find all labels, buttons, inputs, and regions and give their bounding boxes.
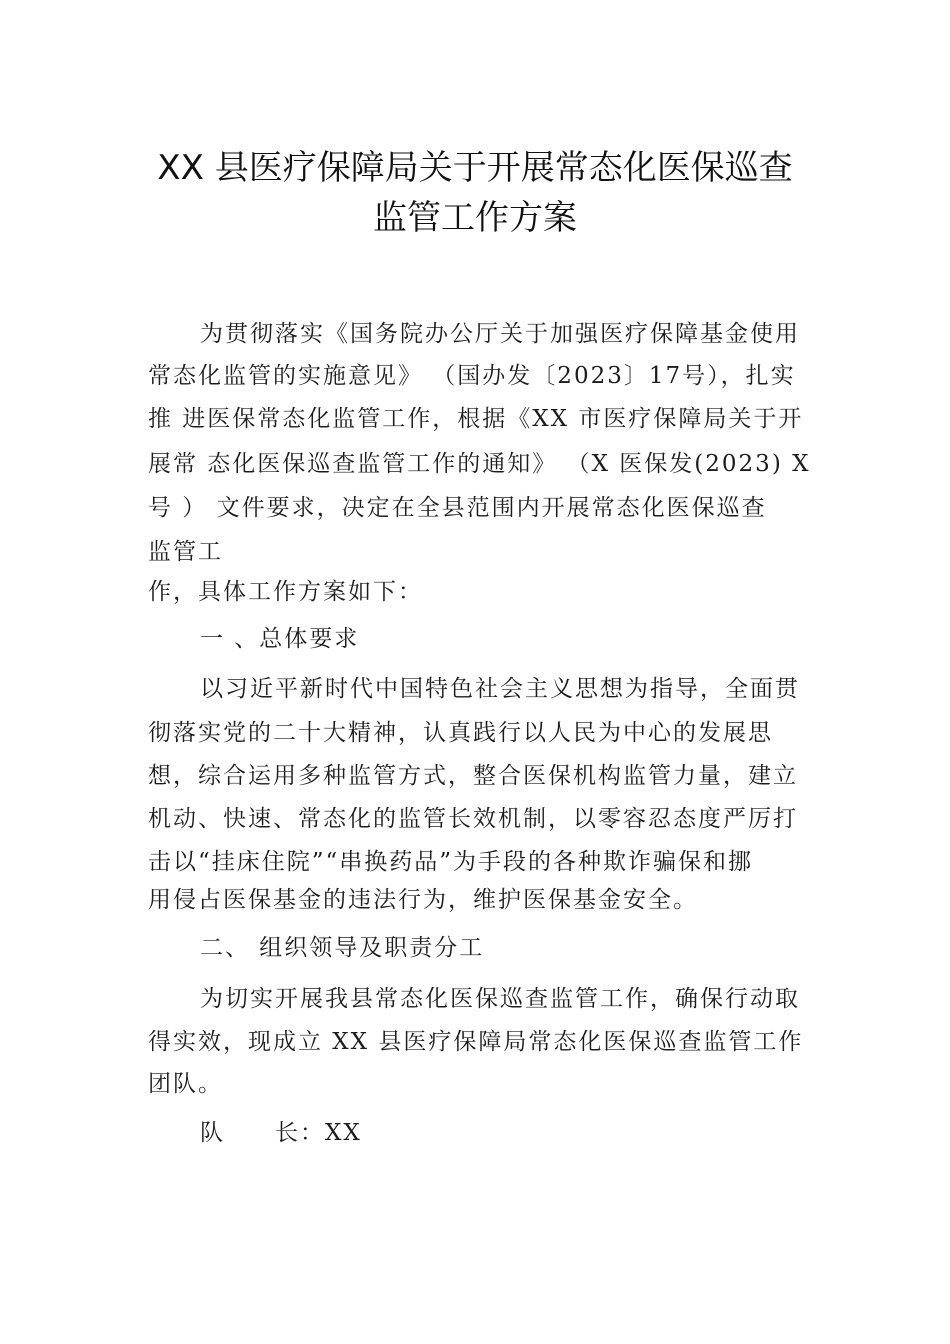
team-leader-separator: ： xyxy=(300,1120,325,1146)
section1-line: 以习近平新时代中国特色社会主义思想为指导，全面贯 xyxy=(200,676,800,702)
section1-line: 彻落实党的二十大精神，认真践行以人民为中心的发展思 xyxy=(148,720,773,746)
intro-line: 作，具体工作方案如下： xyxy=(148,579,423,605)
section-heading-organization: 二、 组织领导及职责分工 xyxy=(200,935,485,961)
section1-line: 想，综合运用多种监管方式，整合医保机构监管力量，建立 xyxy=(148,763,798,789)
section1-line: 机动、快速、常态化的监管长效机制，以零容忍态度严厉打 xyxy=(148,806,798,832)
section1-line: 用侵占医保基金的违法行为，维护医保基金安全。 xyxy=(148,887,698,913)
team-leader-label-second: 长 xyxy=(275,1120,300,1146)
intro-line: 为贯彻落实《国务院办公厅关于加强医疗保障基金使用 xyxy=(200,321,800,347)
section2-line: 得实效，现成立 XX 县医疗保障局常态化医保巡查监管工作 xyxy=(148,1029,804,1055)
intro-line: 展常 态化医保巡查监管工作的通知》 （X 医保发(2023) X xyxy=(148,451,811,477)
section-heading-general-requirements: 一 、总体要求 xyxy=(200,626,360,652)
document-title-line-2: 监管工作方案 xyxy=(373,198,577,238)
section1-line: 击以“挂床住院”“串换药品”为手段的各种欺诈骗保和挪 xyxy=(148,849,754,875)
team-leader-row xyxy=(200,1114,362,1147)
team-leader-value: XX xyxy=(325,1120,362,1146)
section2-line: 团队。 xyxy=(148,1071,223,1097)
intro-line: 常态化监管的实施意见》 （国办发〔2023〕17号），扎实 xyxy=(148,363,796,389)
intro-line: 推 进医保常态化监管工作，根据《XX 市医疗保障局关于开 xyxy=(148,406,804,432)
intro-line: 号 ） 文件要求，决定在全县范围内开展常态化医保巡查 xyxy=(148,495,767,521)
team-leader-label-first: 队 xyxy=(200,1120,225,1146)
document-title-line-1: XX 县医疗保障局关于开展常态化医保巡查 xyxy=(157,148,793,188)
section2-line: 为切实开展我县常态化医保巡查监管工作，确保行动取 xyxy=(200,986,800,1012)
intro-line: 监管工 xyxy=(148,539,223,565)
